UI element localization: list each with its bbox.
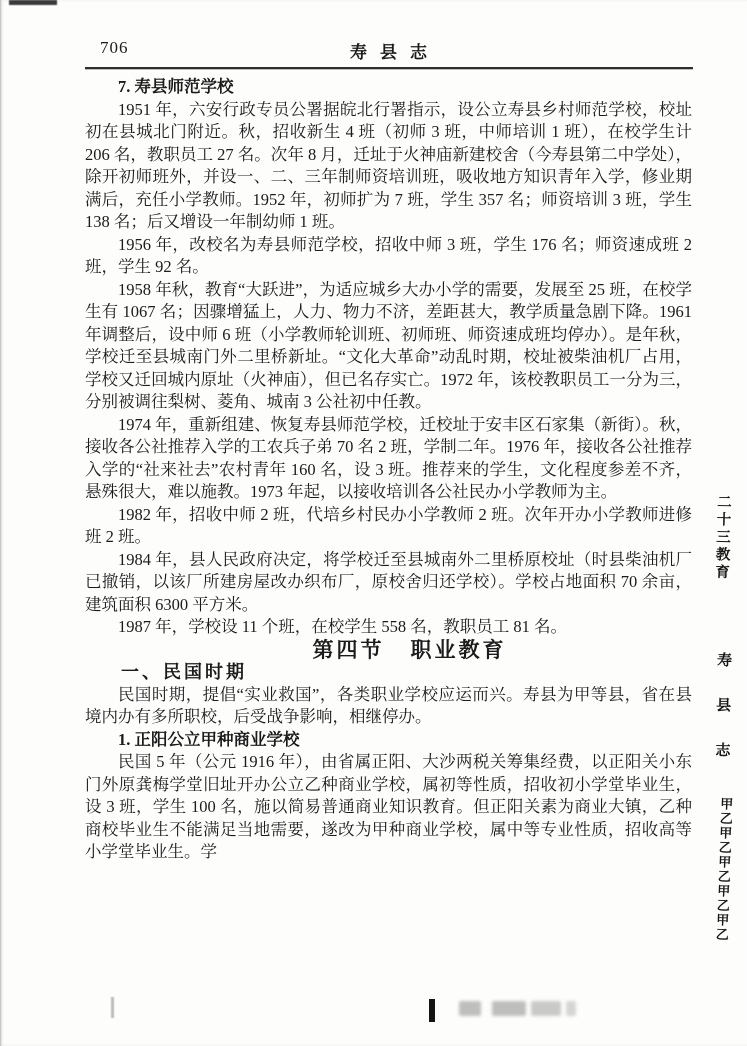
paragraph: 1958 年秋，教育“大跃进”，为适应城乡大办小学的需要，发展至 25 班，在校学生有 1067 名；因骤增猛上，人力、物力不济，差距甚大，教学质量急剧下降。1961 年调整后，设中师 6 班（小学教师轮训班、初师班、师资速成班均停办）。是年秋，学校迁至县城南门外二里桥新址。“文化大革命”动乱时期，校址被柴油机厂占用，学校又迁回城内原址（火神庙），但已名存实亡。1972 年，该校教职员工一分为三，分别被调往梨树、菱角、城南 3 公社初中任教。: [85, 279, 692, 411]
paragraph: 1984 年，县人民政府决定，将学校迁至县城南外二里桥原校址（时县柴油机厂已撤销，以该厂所建房屋改办织布厂，原校舍归还学校）。学校占地面积 70 余亩，建筑面积 6300 平方米。: [85, 549, 692, 614]
paragraph: 1974 年，重新组建、恢复寿县师范学校，迁校址于安丰区石家集（新街）。秋，接收各公社推荐入学的工农兵子弟 70 名 2 班，学制二年。1976 年，接收各公社推荐入学的“社来社去”农村青年 160 名，设 3 班。推荐来的学生，文化程度参差不齐，悬殊很大，难以施教。1973 年起，以接收培训各公社民办小学教师为主。: [85, 414, 692, 501]
scan-artifact-top-bar: [9, 0, 57, 5]
subsection-title: 一、民国时期: [121, 662, 247, 682]
margin-chapter-tab: 二十三教育: [712, 493, 732, 582]
page-left-edge-shadow: [0, 0, 2, 1046]
header-rule: [85, 67, 693, 69]
scan-smudge: [459, 1001, 481, 1016]
scan-artifact-bottom-bar: [429, 999, 435, 1022]
paragraph: 1951 年，六安行政专员公署据皖北行署指示，设公立寿县乡村师范学校，校址初在县城北门附近。秋，招收新生 4 班（初师 3 班，中师培训 1 班），在校学生计 206 名，教职员工 27 名。次年 8 月，迁址于火神庙新建校舍（今寿县第二中学处），除开初师班外，并设一、二、三年制师资培训班，吸收地方知识青年入学，修业期满后，充任小学教师。1952 年，初师扩为 7 班，学生 357 名；师资培训 3 班，学生 138 名；后又增设一年制幼师 1 班。: [85, 99, 692, 231]
page-header: [85, 38, 692, 62]
text-column: [85, 76, 692, 864]
paragraph: 1987 年，学校设 11 个班，在校学生 558 名，教职员工 81 名。: [118, 617, 568, 636]
school1-heading: 1. 正阳公立甲种商业学校: [118, 729, 300, 749]
scan-smudge: [566, 1001, 576, 1016]
paragraph: 1982 年，招收中师 2 班，代培乡村民办小学教师 2 班。次年开办小学教师进修班 2 班。: [85, 504, 692, 546]
paragraph: 1956 年，改校名为寿县师范学校，招收中师 3 班，学生 176 名；师资速成班 2 班，学生 92 名。: [85, 234, 692, 276]
paragraph: 民国 5 年（公元 1916 年），由省属正阳、大沙两税关筹集经费，以正阳关小东门外原龚梅学堂旧址开办公立乙种商业学校，属初等性质，招收初小学堂毕业生，设 3 班，学生 100 名，施以简易普通商业知识教育。但正阳关素为商业大镇，乙种商校毕业生不能满足当地需要，遂改为甲种商业学校，属中等专业性质，招收高等小学堂毕业生。学: [85, 752, 692, 861]
section-name: 职业教育: [410, 637, 507, 662]
margin-edge-marks: 甲乙甲乙甲乙甲乙甲乙: [713, 796, 734, 943]
section-title: [85, 639, 692, 662]
scan-smudge: [492, 1001, 526, 1016]
section-number: 第四节: [312, 637, 385, 662]
running-title: 寿县志: [350, 43, 440, 62]
paragraph: 民国时期，提倡“实业救国”，各类职业学校应运而兴。寿县为甲等县，省在县境内办有多所职校，后受战争影响，相继停办。: [85, 684, 692, 726]
margin-book-title-tab: 寿县志: [712, 651, 732, 788]
page-number: 706: [100, 38, 129, 57]
scan-artifact-left-tick: [111, 997, 114, 1018]
normal-school-heading: 7. 寿县师范学校: [118, 77, 234, 96]
scan-smudge: [531, 1001, 561, 1016]
